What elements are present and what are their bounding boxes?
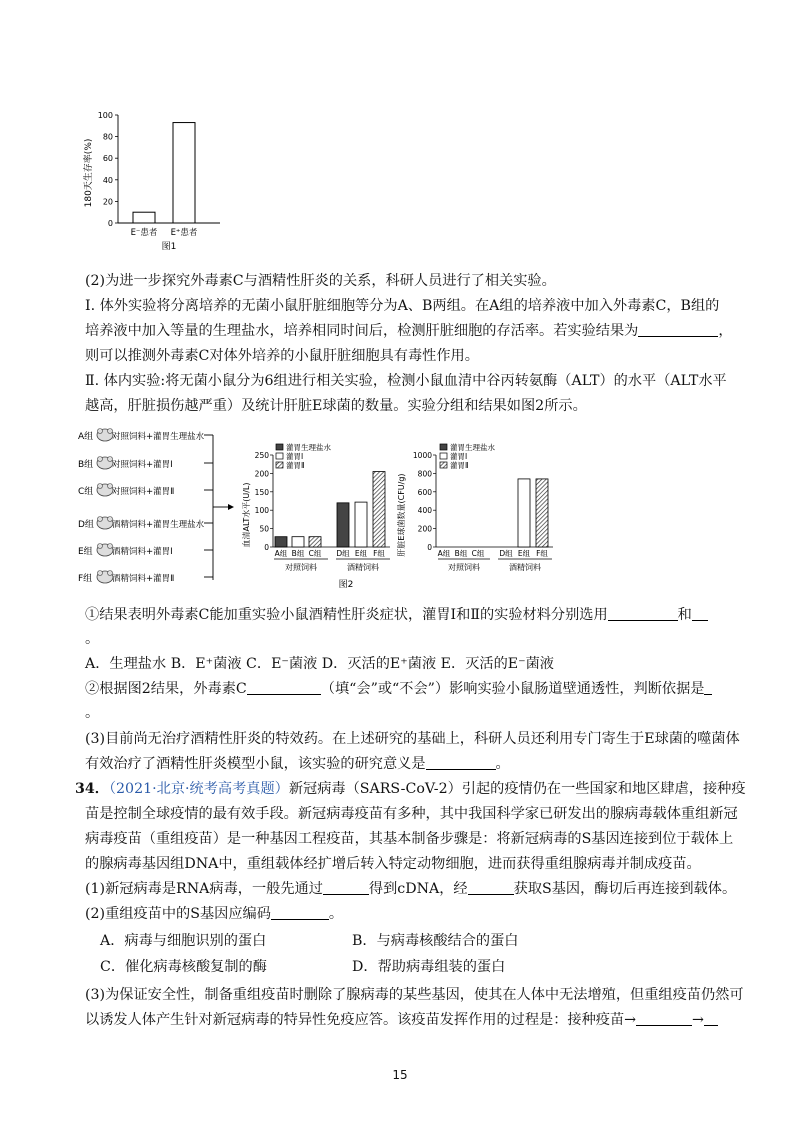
q34-option-d: D．帮助病毒组装的蛋白 [352,959,506,975]
answer-blank [247,679,321,695]
q34-line2: 苗是控制全球疫情的最有效手段。新冠病毒疫苗有多种，其中我国科学家已研发出的腺病毒载体重组新冠 [85,806,738,822]
q34-text-1: 新冠病毒（SARS-CoV-2）引起的疫情仍在一些国家和地区肆虐，接种疫 [288,781,746,797]
fig2-group-name: E组 [78,547,93,557]
rc-ytick-label: 200 [417,524,432,534]
lc-ytick-label: 100 [254,506,269,516]
lc-ytick-label: 200 [254,469,269,479]
q34-part2-b: 。 [328,906,344,922]
q2-sub2-text-b: （填“会”或“不会”）影响实验小鼠肠道壁通透性，判断依据是 [320,681,705,697]
q34-line1 [75,778,746,800]
lc-legend-swatch [276,453,283,459]
rc-ytick-label: 1000 [412,451,432,460]
lc-bar [275,537,287,547]
q2-sub1-and: 和 [677,607,692,623]
q34-part2-a: (2)重组疫苗中的S基因应编码 [85,906,271,922]
q2-II-line1: Ⅱ. 体内实验:将无菌小鼠分为6组进行相关实验，检测小鼠血清中谷丙转氨酶（ALT）的水平（ALT水平 [85,373,727,389]
q34-line3: 病毒疫苗（重组疫苗）是一种基因工程疫苗，其基本制备步骤是：将新冠病毒的S基因连接到位于载体上 [85,831,734,847]
q34-option-c: C．催化病毒核酸复制的酶 [100,959,267,975]
q2-sub1-line2: 。 [85,631,100,647]
lc-bar [355,502,367,547]
q34-option-b: B．与病毒核酸结合的蛋白 [352,933,519,949]
q34-part1-c: 获取S基因，酶切后再连接到载体。 [513,881,737,897]
lc-ytick-label: 150 [254,487,269,497]
answer-blank [704,679,712,695]
q34-part3-arrow: → [692,1012,704,1028]
fig1-ytick-label: 20 [102,197,113,207]
rc-xlabel: B组 [454,549,468,558]
page-number: 15 [392,1068,408,1082]
q2-sub1-line1 [85,604,715,626]
q2-I-line3: 则可以推测外毒素C对体外培养的小鼠肝脏细胞具有毒性作用。 [85,348,479,364]
mouse-icon [97,517,113,530]
lc-legend-swatch [276,462,283,468]
q34-option-a: A．病毒与细胞识别的蛋白 [100,933,267,949]
fig1-xlabel: E⁺患者 [170,228,198,238]
answer-blank [608,605,678,621]
fig1-bar [173,123,195,223]
answer-blank [426,754,496,770]
fig1-ytick-label: 100 [97,111,113,120]
fig2-group-row [78,484,213,498]
rc-ytick-label: 400 [417,506,432,516]
mouse-icon [97,429,113,442]
lc-legend-label: 灌胃Ⅱ [286,461,305,470]
q34-part3-text: 以诱发人体产生针对新冠病毒的特异性免疫应答。该疫苗发挥作用的过程是：接种疫苗→ [85,1012,637,1028]
q3-text: 有效治疗了酒精性肝炎模型小鼠，该实验的研究意义是 [85,756,426,772]
mouse-icon [97,544,113,557]
q2-sub2-line1 [85,678,715,700]
rc-ytick-label: 600 [417,487,432,497]
mouse-icon [97,457,113,470]
rc-legend-label: 灌胃生理盐水 [450,443,495,452]
fig2-group-label: 酒精饲料+灌胃Ⅱ [112,574,175,584]
lc-legend-label: 灌胃Ⅰ [286,452,304,461]
answer-blank [692,605,708,621]
q2-II-line2: 越高，肝脏损伤越严重）及统计肝脏E球菌的数量。实验分组和结果如图2所示。 [85,398,587,414]
rc-ytick-label: 0 [427,543,432,552]
q34-part3-line1: (3)为保证安全性，制备重组疫苗时删除了腺病毒的某些基因，使其在人体中无法增殖，但重组疫苗仍然可 [85,987,744,1003]
q2-sub1-text: ①结果表明外毒素C能加重实验小鼠酒精性肝炎症状，灌胃Ⅰ和Ⅱ的实验材料分别选用 [85,607,608,623]
lc-ytick-label: 0 [264,543,269,552]
rc-legend-swatch [440,444,447,450]
q34-part3-line2 [85,1009,715,1031]
rc-bar [518,479,530,547]
lc-xlabel: E组 [354,549,368,558]
fig2-group-row [78,544,213,558]
lc-legend-label: 灌胃生理盐水 [286,443,331,452]
lc-bar [292,537,304,547]
q2-options: A．生理盐水 B．E⁺菌液 C．E⁻菌液 D．灭活的E⁺菌液 E．灭活的E⁻菌液 [85,656,554,672]
q34-part1-b: 得到cDNA，经 [368,881,468,897]
answer-blank [638,321,718,337]
fig1-bar [133,212,155,223]
q34-source: （2021·北京·统考高考真题） [108,781,289,797]
fig2-right-ylabel: 肝脏E球菌数量(CFU/g) [397,473,406,557]
rc-xlabel: E组 [517,549,531,558]
q34-part1 [85,878,737,900]
lc-bar [309,537,321,547]
mouse-icon [97,484,113,497]
lc-xlabel: C组 [308,549,322,558]
lc-bar [373,472,385,547]
rc-xlabel: D组 [499,549,513,558]
answer-blank [323,879,369,895]
q34-part1-a: (1)新冠病毒是RNA病毒，一般先通过 [85,881,323,897]
fig1-ytick-label: 40 [102,175,113,185]
lc-legend-swatch [276,444,283,450]
fig2-group-label: 对照饲料+灌胃Ⅱ [112,487,175,497]
fig2-group-row [78,571,213,585]
answer-blank [271,904,329,920]
lc-ytick-label: 50 [259,524,269,534]
figure-1-bar-chart [80,105,230,265]
fig2-right-section-alcohol: 酒精饲料 [509,563,541,572]
lc-xlabel: A组 [274,549,288,558]
q34-number: 34． [75,781,109,797]
fig2-group-label: 酒精饲料+灌胃Ⅰ [112,547,173,557]
q2-intro: (2)为进一步探究外毒素C与酒精性肝炎的关系，科研人员进行了相关实验。 [85,273,556,289]
lc-xlabel: D组 [336,549,350,558]
fig2-group-name: F组 [78,574,93,584]
lc-xlabel: B组 [291,549,305,558]
fig2-group-name: D组 [78,520,94,530]
answer-blank [704,1010,718,1026]
fig2-group-row [78,517,213,531]
fig1-ylabel: 180天生存率(%) [84,138,94,208]
rc-ytick-label: 800 [417,469,432,479]
rc-xlabel: F组 [536,549,548,558]
mouse-icon [97,571,113,584]
rc-xlabel: C组 [471,549,485,558]
fig1-ytick-label: 60 [102,154,113,164]
fig2-group-label: 酒精饲料+灌胃生理盐水 [112,520,205,530]
lc-ytick-label: 250 [254,451,269,460]
rc-legend-label: 灌胃Ⅱ [450,461,469,470]
q34-part2 [85,903,715,925]
q3-line2 [85,753,715,775]
q2-sub2-line2: 。 [85,705,100,721]
answer-blank [636,1010,692,1026]
fig1-ytick-label: 0 [107,219,113,228]
fig2-caption: 图2 [338,580,354,590]
lc-xlabel: F组 [373,549,385,558]
fig2-group-name: B组 [78,460,94,470]
lc-bar [337,503,349,547]
rc-legend-label: 灌胃Ⅰ [450,452,468,461]
fig2-group-name: A组 [78,432,94,442]
q34-line4: 的腺病毒基因组DNA中，重组载体经扩增后转入特定动物细胞，进而获得重组腺病毒并制成疫苗。 [85,856,701,872]
q3-line1: (3)目前尚无治疗酒精性肝炎的特效药。在上述研究的基础上，科研人员还利用专门寄生于E球菌的噬菌体 [85,731,740,747]
q3-end: 。 [495,756,510,772]
fig1-caption: 图1 [161,242,177,252]
fig2-group-label: 对照饲料+灌胃生理盐水 [112,432,205,442]
rc-legend-swatch [440,462,447,468]
rc-bar [536,479,548,547]
fig2-group-row [78,429,213,443]
fig2-left-ylabel: 血清ALT水平(U/L) [242,482,251,548]
rc-legend-swatch [440,453,447,459]
fig2-right-section-control: 对照饲料 [448,563,480,572]
figure-2 [78,425,558,603]
fig2-left-section-alcohol: 酒精饲料 [347,563,379,572]
q2-sub2-text-a: ②根据图2结果，外毒素C [85,681,247,697]
fig2-group-name: C组 [78,487,94,497]
answer-blank [468,879,514,895]
fig1-xlabel: E⁻患者 [130,228,158,238]
fig2-group-label: 对照饲料+灌胃Ⅰ [112,460,173,470]
fig1-ytick-label: 80 [102,132,113,142]
rc-xlabel: A组 [437,549,451,558]
fig2-group-row [78,457,213,471]
fig2-left-section-control: 对照饲料 [285,563,317,572]
q2-I-line1: Ⅰ. 体外实验将分离培养的无菌小鼠肝脏细胞等分为A、B两组。在A组的培养液中加入外毒素C，B组的 [85,298,720,314]
q2-I-line2: 培养液中加入等量的生理盐水，培养相同时间后，检测肝脏细胞的存活率。若实验结果为 ， [85,323,733,339]
q2-I-line2-text: 培养液中加入等量的生理盐水，培养相同时间后，检测肝脏细胞的存活率。若实验结果为 [85,323,639,339]
